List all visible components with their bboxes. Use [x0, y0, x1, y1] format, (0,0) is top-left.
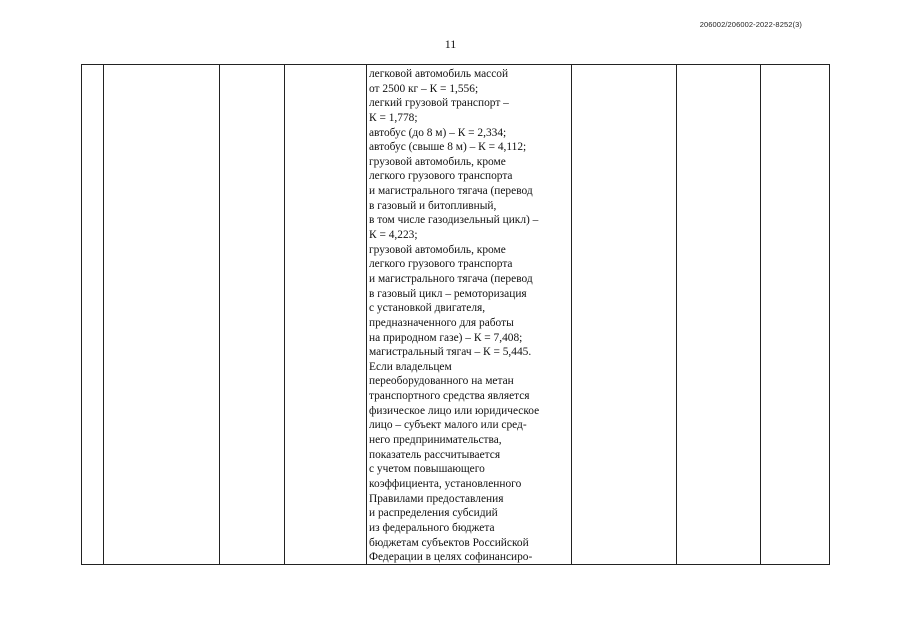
- cell-text-line: и магистрального тягача (перевод: [369, 185, 533, 198]
- cell-text-line: Федерации в целях софинансиро-: [369, 551, 533, 564]
- cell-text-line: на природном газе) – К = 7,408;: [369, 331, 523, 344]
- cell-text-line: транспортного средства является: [369, 390, 530, 403]
- cell-text-line: легкий грузовой транспорт –: [369, 97, 509, 110]
- table-cell-text: [369, 67, 571, 565]
- cell-text-line: Правилами предоставления: [369, 492, 504, 505]
- cell-text-line: переоборудованного на метан: [369, 375, 514, 388]
- page-number: 11: [444, 37, 457, 51]
- cell-text-line: автобус (свыше 8 м) – К = 4,112;: [369, 141, 527, 154]
- cell-text-line: с установкой двигателя,: [369, 302, 486, 315]
- cell-text-line: К = 1,778;: [369, 111, 418, 124]
- cell-text-line: легкого грузового транспорта: [369, 258, 513, 271]
- cell-text-line: легковой автомобиль массой: [369, 68, 509, 80]
- cell-text-line: в газовый и битопливный,: [369, 199, 497, 212]
- cell-text-line: бюджетам субъектов Российской: [369, 536, 529, 549]
- cell-text-line: из федерального бюджета: [369, 521, 495, 534]
- column-divider: [676, 65, 677, 564]
- cell-text-line: предназначенного для работы: [369, 316, 514, 329]
- cell-text-line: легкого грузового транспорта: [369, 170, 513, 183]
- column-divider: [571, 65, 572, 564]
- cell-text-line: Если владельцем: [369, 360, 452, 373]
- cell-text-line: и распределения субсидий: [369, 507, 498, 520]
- cell-text-line: грузовой автомобиль, кроме: [369, 243, 506, 256]
- cell-text-line: автобус (до 8 м) – К = 2,334;: [369, 126, 507, 139]
- column-divider: [103, 65, 104, 564]
- column-divider: [284, 65, 285, 564]
- cell-text-line: К = 4,223;: [369, 229, 418, 242]
- column-divider: [760, 65, 761, 564]
- cell-text-line: физическое лицо или юридическое: [369, 404, 540, 417]
- cell-text-line: с учетом повышающего: [369, 463, 485, 476]
- cell-text-line: и магистрального тягача (перевод: [369, 272, 533, 285]
- cell-text-line: коэффициента, установленного: [369, 477, 522, 490]
- document-id: 206002/206002-2022-8252(3): [699, 20, 802, 29]
- cell-text-line: лицо – субъект малого или сред-: [369, 419, 527, 432]
- document-table: [81, 64, 830, 565]
- cell-text-line: магистральный тягач – К = 5,445.: [369, 346, 532, 359]
- cell-text-line: в том числе газодизельный цикл) –: [369, 214, 539, 227]
- cell-text-line: него предпринимательства,: [369, 434, 502, 447]
- cell-text-line: от 2500 кг – К = 1,556;: [369, 82, 479, 95]
- column-divider: [219, 65, 220, 564]
- cell-text-line: в газовый цикл – ремоторизация: [369, 287, 527, 300]
- cell-text-line: показатель рассчитывается: [369, 448, 501, 461]
- column-divider: [366, 65, 367, 564]
- cell-text-line: грузовой автомобиль, кроме: [369, 155, 506, 168]
